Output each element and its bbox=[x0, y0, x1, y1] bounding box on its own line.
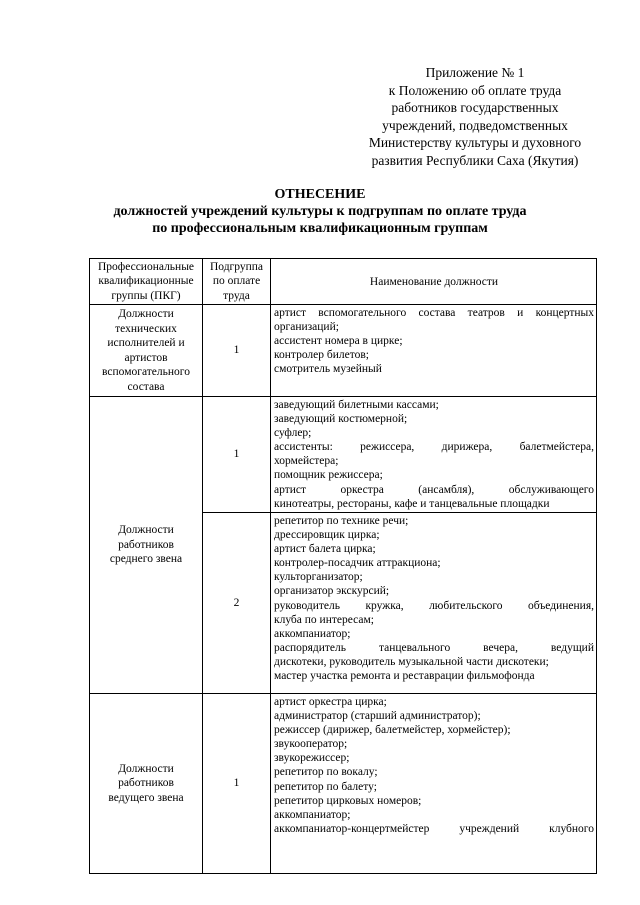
position-line: артист оркестра цирка; bbox=[274, 696, 387, 708]
appendix-line: развития Республики Саха (Якутия) bbox=[371, 152, 579, 168]
header-subgroup-line: по оплате bbox=[212, 275, 261, 288]
table-row bbox=[90, 694, 597, 874]
position-line: артист балета цирка; bbox=[274, 543, 376, 556]
header-pkg-line: группы (ПКГ) bbox=[111, 289, 181, 302]
classification-table bbox=[89, 258, 597, 874]
appendix-line: учреждений, подведомственных bbox=[382, 117, 568, 133]
group-line: исполнителей и bbox=[107, 337, 185, 349]
positions-cell bbox=[271, 397, 597, 513]
position-line: артист вспомогательного состава театров и концертных bbox=[274, 307, 594, 319]
group-cell bbox=[90, 694, 203, 874]
group-line: Должности bbox=[118, 762, 174, 775]
header-pkg-line: квалификационные bbox=[98, 275, 194, 288]
position-line: руководитель кружка, любительского объединения, bbox=[274, 599, 594, 612]
position-line: дрессировщик цирка; bbox=[274, 529, 380, 542]
position-line: аккомпаниатор-концертмейстер учреждений клубного bbox=[274, 822, 594, 835]
table-header-row bbox=[90, 259, 597, 305]
position-line: культорганизатор; bbox=[274, 571, 363, 584]
position-line: кинотеатры, рестораны, кафе и танцевальные площадки bbox=[274, 497, 550, 510]
position-line: заведующий костюмерной; bbox=[274, 413, 408, 426]
group-line: состава bbox=[127, 380, 165, 393]
group-line: артистов bbox=[124, 351, 168, 364]
group-cell bbox=[90, 397, 203, 694]
position-line: смотритель музейный bbox=[274, 363, 382, 376]
position-line: контролер-посадчик аттракциона; bbox=[274, 557, 441, 570]
position-line: звукорежиссер; bbox=[274, 752, 350, 765]
table-body bbox=[90, 259, 597, 874]
position-line: ассистенты: режиссера, дирижера, балетмейстера, bbox=[274, 441, 594, 454]
group-line: вспомогательного bbox=[102, 366, 190, 378]
appendix-note bbox=[350, 64, 600, 169]
table-row bbox=[90, 397, 597, 513]
group-line: работников bbox=[118, 777, 174, 790]
position-line: режиссер (дирижер, балетмейстер, хормейстер); bbox=[274, 724, 511, 737]
group-line: технических bbox=[115, 322, 177, 335]
position-line: репетитор по балету; bbox=[274, 780, 377, 793]
positions-list bbox=[274, 398, 594, 511]
heading-subtitle: по профессиональным квалификационным группам bbox=[152, 221, 488, 236]
subgroup-cell: 1 bbox=[203, 305, 271, 397]
appendix-line: к Положению об оплате труда bbox=[388, 82, 562, 98]
position-line: аккомпаниатор; bbox=[274, 627, 351, 640]
position-line: репетитор по вокалу; bbox=[274, 766, 378, 779]
position-line: администратор (старший администратор); bbox=[274, 710, 481, 723]
position-line: организатор экскурсий; bbox=[274, 585, 390, 598]
positions-list bbox=[274, 514, 594, 683]
header-pkg-line: Профессиональные bbox=[97, 260, 195, 273]
position-line: распорядитель танцевального вечера, ведущий bbox=[274, 641, 594, 654]
position-line: хормейстера; bbox=[274, 455, 339, 468]
appendix-line: работников государственных bbox=[391, 100, 559, 115]
header-position: Наименование должности bbox=[271, 259, 597, 305]
position-line: дискотеки, руководитель музыкальной части дискотеки; bbox=[274, 655, 549, 668]
heading-title: ОТНЕСЕНИЕ bbox=[274, 187, 366, 202]
positions-cell bbox=[271, 305, 597, 397]
positions-cell bbox=[271, 513, 597, 694]
header-subgroup-line: труда bbox=[223, 289, 250, 302]
subgroup-cell: 1 bbox=[203, 694, 271, 874]
position-line: клуба по интересам; bbox=[274, 613, 374, 626]
position-line: звукооператор; bbox=[274, 738, 348, 751]
subgroup-cell: 1 bbox=[203, 397, 271, 513]
document-heading bbox=[0, 186, 640, 237]
header-subgroup bbox=[203, 259, 271, 305]
group-line: работников bbox=[118, 538, 174, 551]
positions-cell bbox=[271, 694, 597, 874]
table-row bbox=[90, 305, 597, 397]
group-line: ведущего звена bbox=[108, 791, 184, 804]
position-line: аккомпаниатор; bbox=[274, 808, 351, 821]
appendix-line: Министерству культуры и духовного bbox=[368, 135, 582, 150]
group-cell bbox=[90, 305, 203, 397]
positions-list bbox=[274, 306, 594, 376]
position-line: мастер участка ремонта и реставрации фильмофонда bbox=[274, 670, 535, 683]
positions-list bbox=[274, 695, 594, 836]
position-line: заведующий билетными кассами; bbox=[274, 399, 439, 411]
position-line: артист оркестра (ансамбля), обслуживающего bbox=[274, 483, 594, 496]
heading-subtitle: должностей учреждений культуры к подгруппам по оплате труда bbox=[113, 204, 527, 219]
group-line: Должности bbox=[118, 524, 174, 537]
header-subgroup-line: Подгруппа bbox=[209, 260, 264, 273]
position-line: суфлер; bbox=[274, 427, 312, 440]
position-line: помощник режиссера; bbox=[274, 469, 383, 482]
position-line: репетитор по технике речи; bbox=[274, 515, 409, 527]
position-line: ассистент номера в цирке; bbox=[274, 335, 403, 348]
appendix-line: Приложение № 1 bbox=[425, 65, 525, 80]
position-line: организаций; bbox=[274, 321, 339, 334]
position-line: репетитор цирковых номеров; bbox=[274, 794, 422, 807]
subgroup-cell: 2 bbox=[203, 513, 271, 694]
position-line: контролер билетов; bbox=[274, 349, 369, 362]
header-pkg bbox=[90, 259, 203, 305]
group-line: Должности bbox=[118, 308, 174, 320]
group-line: среднего звена bbox=[109, 553, 183, 566]
